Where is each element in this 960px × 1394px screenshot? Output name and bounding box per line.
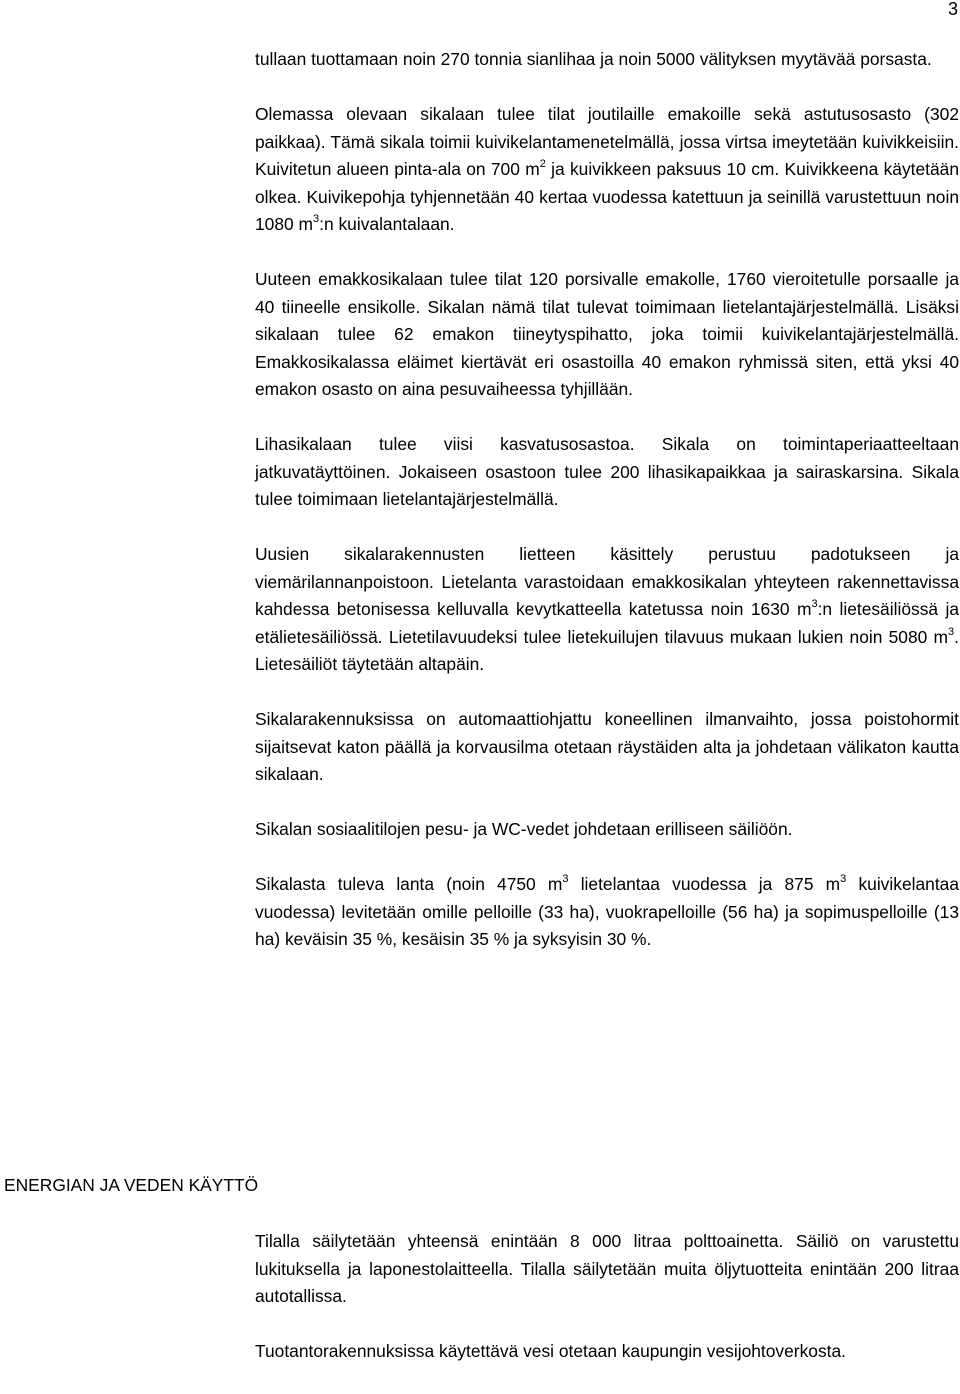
superscript: 3 [313, 213, 320, 226]
text-run: lietelantaa vuodessa ja 875 m [568, 874, 841, 894]
paragraph-new-sow-piggery: Uuteen emakkosikalaan tulee tilat 120 porsivalle emakolle, 1760 vieroitetulle porsaalle ja 40 tiineelle ensikolle. Sikalan nämä tilat tulevat toimimaan lietelantajärjestelmällä. Lisäksi sikalaan tulee 62 emakon tiineytyspihatto, joka toimii kuivikelantajärjestelmällä. Emakkosikalassa eläimet kiertävät eri osastoilla 40 emakon ryhmissä siten, että yksi 40 emakon osasto on aina pesuvaiheessa tyhjillään. [255, 269, 959, 399]
page-number: 3 [947, 0, 958, 19]
superscript: 3 [562, 873, 569, 886]
paragraph-slurry-handling [255, 541, 959, 679]
section-body [255, 1228, 959, 1366]
paragraph-fuel-storage: Tilalla säilytetään yhteensä enintään 8 000 litraa polttoainetta. Säiliö on varustettu lukituksella ja laponestolaitteella. Tilalla säilytetään muita öljytuotteita enintään 200 litraa autotallissa. [255, 1231, 959, 1306]
superscript: 3 [948, 625, 955, 638]
superscript: 3 [811, 598, 818, 611]
paragraph-wastewater: Sikalan sosiaalitilojen pesu- ja WC-vedet johdetaan erilliseen säiliöön. [255, 819, 793, 839]
text-run: Sikalasta tuleva lanta (noin 4750 m [255, 874, 563, 894]
main-body [255, 46, 959, 954]
text-run: ja kuivikkeen paksuus 10 cm. Kuivikkeena käytetään olkea. Kuivikepohja tyhjennetään 40 kertaa vuodessa katettuun ja seinillä varustettuun noin 1080 m [255, 159, 959, 234]
paragraph-fattening-piggery: Lihasikalaan tulee viisi kasvatusosastoa. Sikala on toimintaperiaatteeltaan jatkuvatäyttöinen. Jokaiseen osastoon tulee 200 lihasikapaikkaa ja sairaskarsina. Sikala tulee toimimaan lietelantajärjestelmällä. [255, 434, 959, 509]
text-run: Olemassa olevaan sikalaan tulee tilat joutilaille emakoille sekä astutusosasto (302 paikkaa). Tämä sikala toimii kuivikelantamenetelmällä, jossa virtsa imeytetään kuivikkeisiin. Kuivitetun alueen pinta-ala on 700 m [255, 104, 959, 179]
paragraph-manure-spreading [255, 871, 959, 954]
text-run: kuivikelantaa vuodessa) levitetään omille pelloille (33 ha), vuokrapelloille (56 ha) ja sopimuspelloille (13 ha) keväisin 35 %, kesäisin 35 % ja syksyisin 30 %. [255, 874, 959, 949]
paragraph-existing-piggery [255, 101, 959, 239]
section-heading: ENERGIAN JA VEDEN KÄYTTÖ [4, 1175, 259, 1195]
paragraph-water-supply: Tuotantorakennuksissa käytettävä vesi otetaan kaupungin vesijohtoverkosta. [255, 1341, 846, 1361]
text-run: Uusien sikalarakennusten lietteen käsittely perustuu padotukseen ja viemärilannanpoistoon. Lietelanta varastoidaan emakkosikalan yhteyteen rakennettavissa kahdessa betonisessa kelluvalla kevytkatteella katetussa noin 1630 m [255, 544, 959, 619]
paragraph-ventilation: Sikalarakennuksissa on automaattiohjattu koneellinen ilmanvaihto, jossa poistohormit sijaitsevat katon päällä ja korvausilma otetaan räystäiden alta ja johdetaan välikaton kautta sikalaan. [255, 709, 959, 784]
text-run: . Lietesäiliöt täytetään altapäin. [255, 626, 959, 674]
text-run: :n lietesäiliössä ja etälietesäiliössä. Lietetilavuudeksi tulee lietekuilujen tilavuus mukaan lukien noin 5080 m [255, 599, 959, 647]
superscript: 2 [539, 158, 546, 171]
text-run: :n kuivalantalaan. [319, 214, 455, 234]
superscript: 3 [840, 873, 847, 886]
paragraph-production: tullaan tuottamaan noin 270 tonnia sianlihaa ja noin 5000 välityksen myytävää porsasta. [255, 49, 932, 69]
